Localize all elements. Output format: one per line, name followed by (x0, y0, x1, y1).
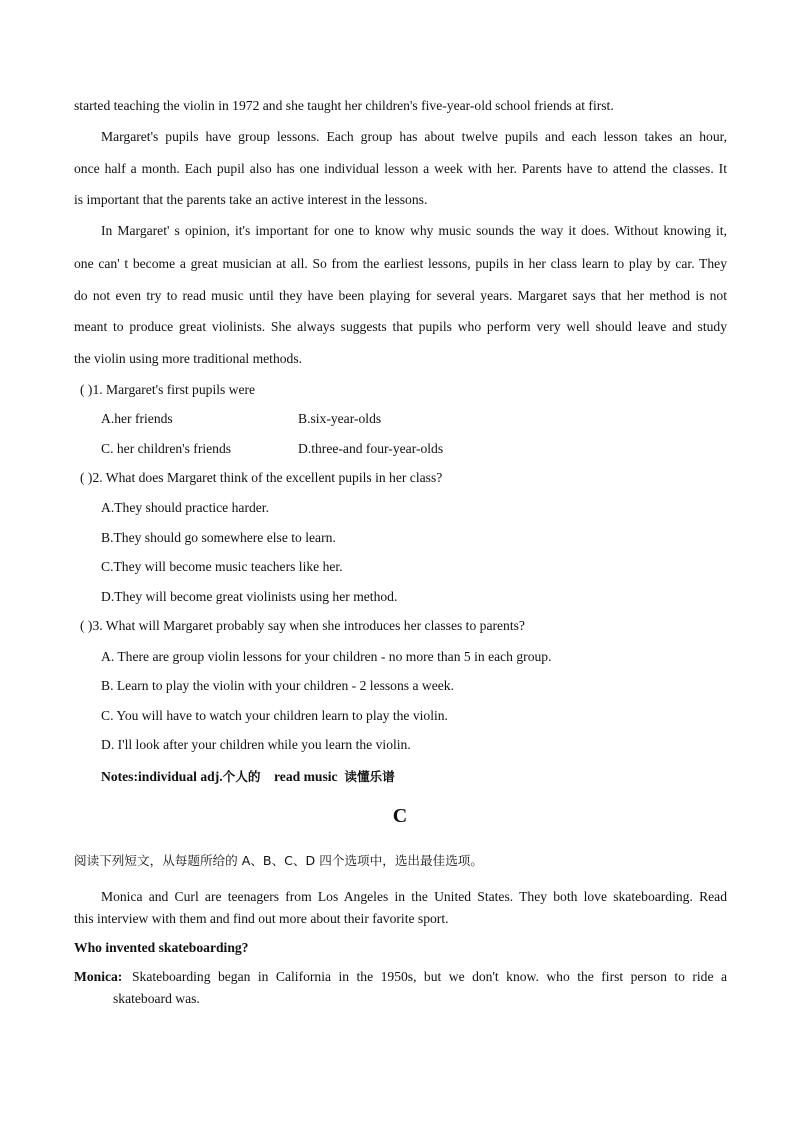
passage-line: started teaching the violin in 1972 and she taught her children's five-year-old school friends at first. (74, 98, 614, 113)
passage-line: one can' t become a great musician at all. So from the earliest lessons, pupils in her class learn to play by car. They (74, 256, 727, 271)
passage-line: do not even try to read music until they have been playing for several years. Margaret says that her method is not (74, 288, 727, 303)
interview-subheading: Who invented skateboarding? (74, 940, 249, 955)
question-stem: ( )2. What does Margaret think of the excellent pupils in her class? (80, 470, 443, 485)
question-stem: ( )1. Margaret's first pupils were (80, 382, 256, 397)
notes-label: Notes:individual adj. (101, 769, 223, 784)
answer-option: D.three-and four-year-olds (298, 441, 444, 456)
answer-option: A.They should practice harder. (101, 500, 269, 515)
speaker-label: Monica: (74, 969, 123, 984)
answer-option: C. her children's friends (101, 441, 232, 456)
interview-answer-line: Skateboarding began in California in the 1950s, but we don't know. who the first person to ride a (132, 969, 727, 984)
passage-line: is important that the parents take an active interest in the lessons. (74, 192, 428, 207)
question-stem: ( )3. What will Margaret probably say when she introduces her classes to parents? (80, 618, 525, 633)
passage-line: the violin using more traditional methods. (74, 351, 303, 366)
section-header: C (392, 805, 408, 827)
answer-option: B. Learn to play the violin with your children - 2 lessons a week. (101, 678, 454, 693)
answer-option: D.They will become great violinists using her method. (101, 589, 398, 604)
interview-answer-line: skateboard was. (113, 991, 200, 1006)
vocabulary-notes (101, 766, 395, 785)
answer-option: B.They should go somewhere else to learn. (101, 530, 336, 545)
passage-line: Margaret's pupils have group lessons. Each group has about twelve pupils and each lesson takes an hour, (101, 129, 727, 144)
answer-option: A.her friends (101, 411, 173, 426)
notes-translation: 个人的 (222, 769, 261, 784)
passage-line: this interview with them and find out more about their favorite sport. (74, 911, 449, 926)
section-instruction: 阅读下列短文，从每题所给的 A、B、C、D 四个选项中，选出最佳选项。 (74, 853, 483, 868)
notes-term: read music (274, 769, 338, 784)
notes-translation: 读懂乐谱 (344, 769, 395, 784)
passage-line: In Margaret' s opinion, it's important for one to know why music sounds the way it does. Without knowing it, (101, 223, 727, 238)
answer-option: A. There are group violin lessons for your children - no more than 5 in each group. (101, 649, 552, 664)
answer-option: B.six-year-olds (298, 411, 382, 426)
passage-line: meant to produce great violinists. She always suggests that pupils who perform very well should leave and study (74, 319, 727, 334)
passage-line: Monica and Curl are teenagers from Los Angeles in the United States. They both love skateboarding. Read (101, 889, 727, 904)
answer-option: C.They will become music teachers like her. (101, 559, 343, 574)
answer-option: D. I'll look after your children while you learn the violin. (101, 737, 411, 752)
answer-option: C. You will have to watch your children learn to play the violin. (101, 708, 448, 723)
passage-line: once half a month. Each pupil also has one individual lesson a week with her. Parents have to attend the classes. It (74, 161, 727, 176)
